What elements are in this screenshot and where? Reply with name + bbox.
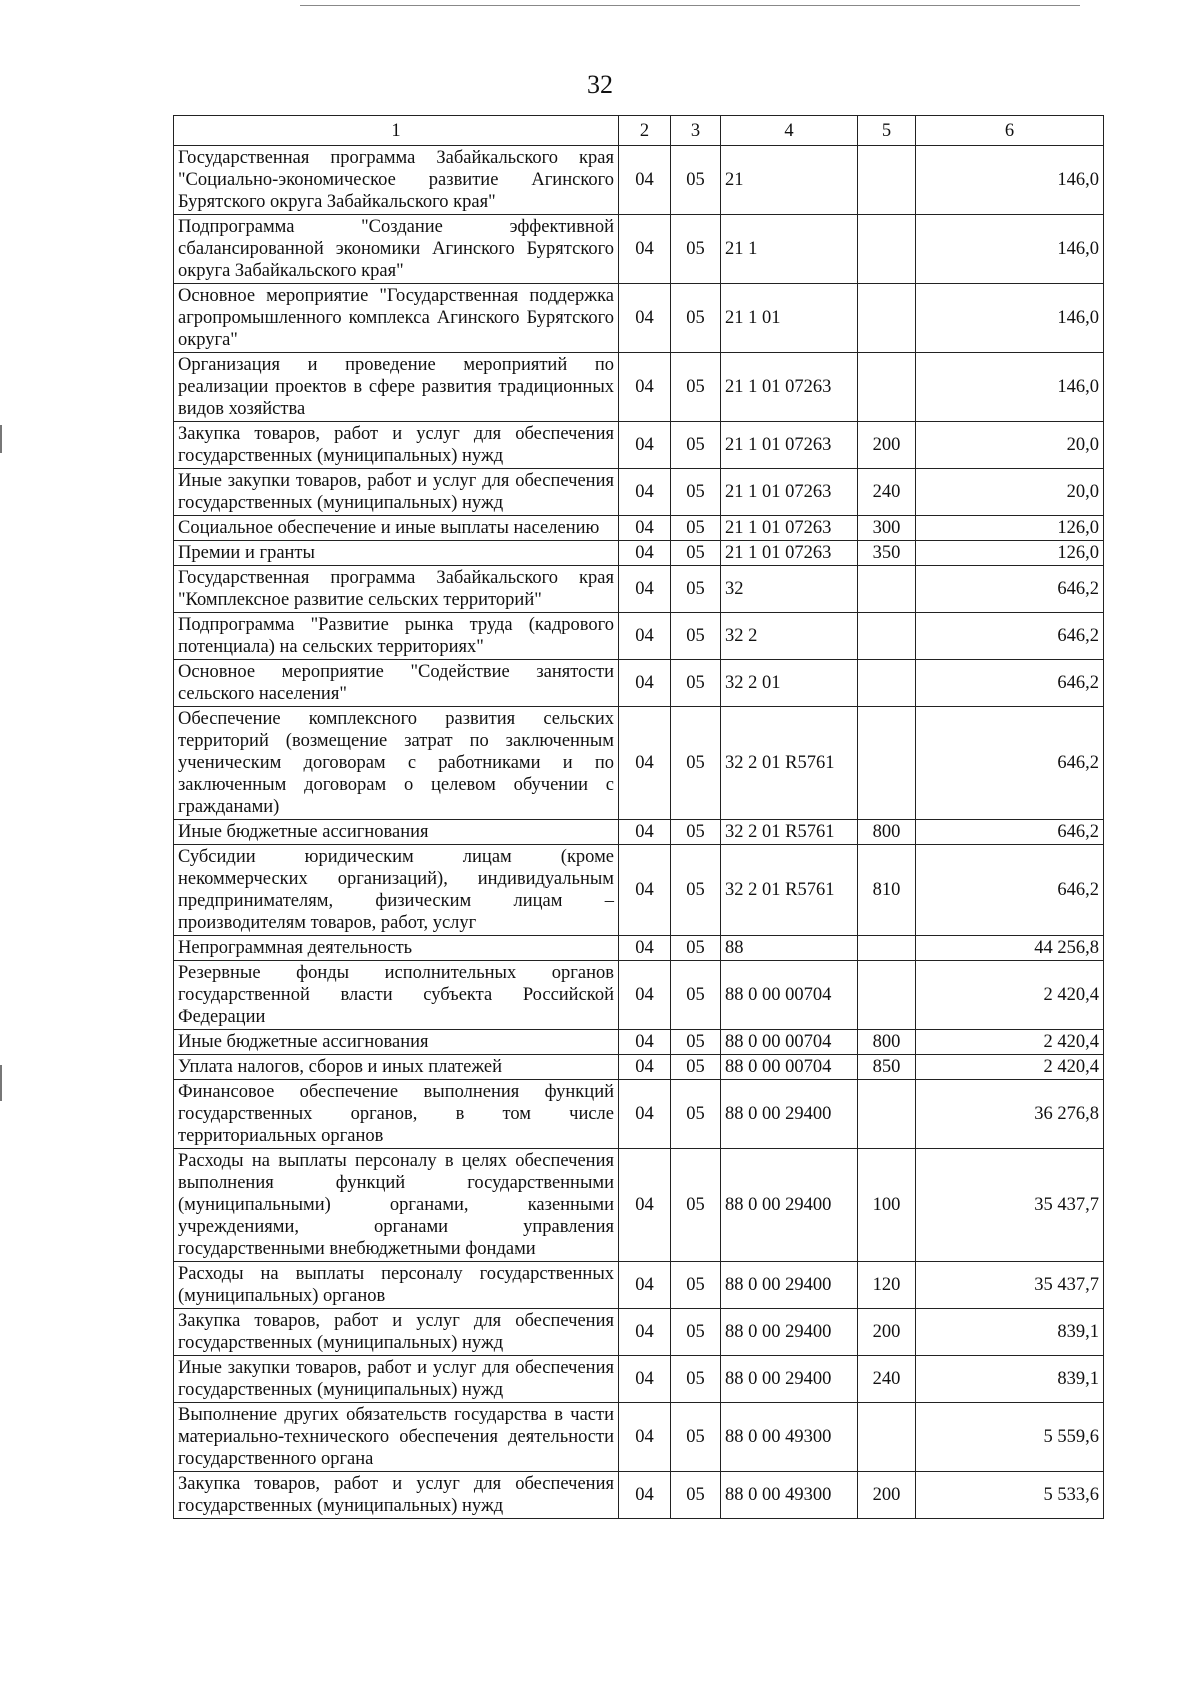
table-header-row [174, 116, 1104, 146]
row-c3-cell: 05 [671, 1080, 721, 1149]
column-header: 3 [671, 116, 721, 146]
row-c4-cell: 21 1 01 07263 [721, 469, 858, 516]
row-name-cell: Основное мероприятие "Содействие занятости сельского населения" [174, 660, 619, 707]
row-c6-cell: 126,0 [916, 516, 1104, 541]
row-c3-cell: 05 [671, 961, 721, 1030]
row-c4-cell: 21 1 01 07263 [721, 516, 858, 541]
row-c5-cell: 100 [858, 1149, 916, 1262]
row-c3-cell: 05 [671, 566, 721, 613]
page-number: 32 [587, 70, 613, 99]
row-c2-cell: 04 [619, 566, 671, 613]
row-c2-cell: 04 [619, 660, 671, 707]
budget-table [173, 115, 1104, 1519]
table-row [174, 613, 1104, 660]
row-c2-cell: 04 [619, 215, 671, 284]
row-c3-cell: 05 [671, 353, 721, 422]
row-c6-cell: 2 420,4 [916, 961, 1104, 1030]
row-c6-cell: 839,1 [916, 1309, 1104, 1356]
row-c4-cell: 88 0 00 49300 [721, 1403, 858, 1472]
row-c5-cell: 350 [858, 541, 916, 566]
row-name-cell: Премии и гранты [174, 541, 619, 566]
row-name-cell: Иные бюджетные ассигнования [174, 1030, 619, 1055]
row-c3-cell: 05 [671, 1055, 721, 1080]
table-row [174, 1030, 1104, 1055]
table-row [174, 1356, 1104, 1403]
row-c6-cell: 2 420,4 [916, 1055, 1104, 1080]
column-header: 2 [619, 116, 671, 146]
row-c5-cell: 800 [858, 820, 916, 845]
row-c3-cell: 05 [671, 284, 721, 353]
top-scan-line [300, 5, 1080, 6]
row-c3-cell: 05 [671, 660, 721, 707]
table-row [174, 1472, 1104, 1519]
table-row [174, 1055, 1104, 1080]
row-c6-cell: 646,2 [916, 820, 1104, 845]
table-row [174, 469, 1104, 516]
row-c2-cell: 04 [619, 820, 671, 845]
table-row [174, 516, 1104, 541]
table-row [174, 820, 1104, 845]
row-c3-cell: 05 [671, 422, 721, 469]
row-c4-cell: 88 0 00 29400 [721, 1356, 858, 1403]
row-name-cell: Иные бюджетные ассигнования [174, 820, 619, 845]
row-c6-cell: 646,2 [916, 707, 1104, 820]
table-body [174, 146, 1104, 1519]
row-c4-cell: 32 2 01 R5761 [721, 845, 858, 936]
row-c4-cell: 32 2 01 R5761 [721, 820, 858, 845]
row-c2-cell: 04 [619, 1472, 671, 1519]
row-name-cell: Обеспечение комплексного развития сельских территорий (возмещение затрат по заключенным ученическим договорам с работниками и по заключенным договорам о целевом обучении с гражданами) [174, 707, 619, 820]
row-c2-cell: 04 [619, 284, 671, 353]
table-row [174, 961, 1104, 1030]
row-c5-cell: 800 [858, 1030, 916, 1055]
row-c5-cell [858, 707, 916, 820]
row-name-cell: Социальное обеспечение и иные выплаты населению [174, 516, 619, 541]
row-c3-cell: 05 [671, 1472, 721, 1519]
row-c6-cell: 20,0 [916, 469, 1104, 516]
row-c6-cell: 146,0 [916, 146, 1104, 215]
row-name-cell: Расходы на выплаты персоналу государственных (муниципальных) органов [174, 1262, 619, 1309]
row-c4-cell: 32 2 01 [721, 660, 858, 707]
row-c2-cell: 04 [619, 961, 671, 1030]
row-c3-cell: 05 [671, 146, 721, 215]
row-name-cell: Расходы на выплаты персоналу в целях обеспечения выполнения функций государственными (муниципальными) органами, казенными учреждениями, органами управления государственными внебюджетными фондами [174, 1149, 619, 1262]
row-c2-cell: 04 [619, 1403, 671, 1472]
row-c4-cell: 88 0 00 29400 [721, 1149, 858, 1262]
row-c5-cell [858, 961, 916, 1030]
row-c6-cell: 2 420,4 [916, 1030, 1104, 1055]
table-row [174, 146, 1104, 215]
scan-margin-mark [0, 1065, 2, 1101]
row-c4-cell: 88 0 00 00704 [721, 1055, 858, 1080]
row-name-cell: Финансовое обеспечение выполнения функций государственных органов, в том числе территориальных органов [174, 1080, 619, 1149]
row-c4-cell: 88 [721, 936, 858, 961]
row-c5-cell: 120 [858, 1262, 916, 1309]
row-c2-cell: 04 [619, 1030, 671, 1055]
row-c5-cell [858, 936, 916, 961]
row-name-cell: Основное мероприятие "Государственная поддержка агропромышленного комплекса Агинского Бурятского округа" [174, 284, 619, 353]
scan-margin-mark [0, 425, 2, 453]
row-c2-cell: 04 [619, 613, 671, 660]
row-c6-cell: 35 437,7 [916, 1149, 1104, 1262]
row-c3-cell: 05 [671, 936, 721, 961]
row-c4-cell: 21 1 01 07263 [721, 541, 858, 566]
row-c5-cell [858, 613, 916, 660]
row-name-cell: Закупка товаров, работ и услуг для обеспечения государственных (муниципальных) нужд [174, 1309, 619, 1356]
row-c5-cell [858, 215, 916, 284]
row-c6-cell: 44 256,8 [916, 936, 1104, 961]
row-name-cell: Уплата налогов, сборов и иных платежей [174, 1055, 619, 1080]
row-c6-cell: 5 559,6 [916, 1403, 1104, 1472]
table-row [174, 541, 1104, 566]
row-c3-cell: 05 [671, 516, 721, 541]
row-name-cell: Организация и проведение мероприятий по реализации проектов в сфере развития традиционных видов хозяйства [174, 353, 619, 422]
row-name-cell: Государственная программа Забайкальского края "Социально-экономическое развитие Агинского Бурятского округа Забайкальского края" [174, 146, 619, 215]
table-row [174, 1403, 1104, 1472]
row-c6-cell: 126,0 [916, 541, 1104, 566]
row-c3-cell: 05 [671, 820, 721, 845]
row-c2-cell: 04 [619, 1080, 671, 1149]
table-row [174, 845, 1104, 936]
row-c4-cell: 32 [721, 566, 858, 613]
column-header: 1 [174, 116, 619, 146]
row-c4-cell: 88 0 00 00704 [721, 1030, 858, 1055]
row-c3-cell: 05 [671, 1030, 721, 1055]
row-c6-cell: 146,0 [916, 353, 1104, 422]
table-row [174, 353, 1104, 422]
row-c2-cell: 04 [619, 469, 671, 516]
row-name-cell: Резервные фонды исполнительных органов государственной власти субъекта Российской Федерации [174, 961, 619, 1030]
row-c5-cell: 200 [858, 422, 916, 469]
row-c4-cell: 88 0 00 29400 [721, 1080, 858, 1149]
row-c5-cell [858, 284, 916, 353]
row-c2-cell: 04 [619, 707, 671, 820]
row-c6-cell: 35 437,7 [916, 1262, 1104, 1309]
row-c4-cell: 21 1 01 07263 [721, 422, 858, 469]
table-row [174, 1149, 1104, 1262]
row-c4-cell: 88 0 00 29400 [721, 1309, 858, 1356]
row-name-cell: Непрограммная деятельность [174, 936, 619, 961]
row-c6-cell: 646,2 [916, 660, 1104, 707]
row-c4-cell: 21 [721, 146, 858, 215]
row-c4-cell: 21 1 01 [721, 284, 858, 353]
row-c3-cell: 05 [671, 1403, 721, 1472]
row-c3-cell: 05 [671, 215, 721, 284]
row-c5-cell [858, 1080, 916, 1149]
table-row [174, 1262, 1104, 1309]
row-c6-cell: 36 276,8 [916, 1080, 1104, 1149]
table-row [174, 1309, 1104, 1356]
row-name-cell: Иные закупки товаров, работ и услуг для обеспечения государственных (муниципальных) нужд [174, 1356, 619, 1403]
row-c5-cell: 850 [858, 1055, 916, 1080]
row-c5-cell: 200 [858, 1309, 916, 1356]
row-c2-cell: 04 [619, 146, 671, 215]
row-c6-cell: 146,0 [916, 284, 1104, 353]
row-c5-cell [858, 353, 916, 422]
row-c2-cell: 04 [619, 1149, 671, 1262]
row-c6-cell: 20,0 [916, 422, 1104, 469]
row-c5-cell [858, 566, 916, 613]
row-c2-cell: 04 [619, 845, 671, 936]
table-row [174, 936, 1104, 961]
table-row [174, 566, 1104, 613]
row-name-cell: Государственная программа Забайкальского края "Комплексное развитие сельских территорий" [174, 566, 619, 613]
row-c3-cell: 05 [671, 1262, 721, 1309]
row-c6-cell: 646,2 [916, 566, 1104, 613]
row-name-cell: Субсидии юридическим лицам (кроме некоммерческих организаций), индивидуальным предпринимателям, физическим лицам – производителям товаров, работ, услуг [174, 845, 619, 936]
row-c3-cell: 05 [671, 845, 721, 936]
table-row [174, 284, 1104, 353]
row-name-cell: Выполнение других обязательств государства в части материально-технического обеспечения деятельности государственного органа [174, 1403, 619, 1472]
row-c3-cell: 05 [671, 1149, 721, 1262]
row-c4-cell: 88 0 00 29400 [721, 1262, 858, 1309]
row-c4-cell: 88 0 00 00704 [721, 961, 858, 1030]
row-c2-cell: 04 [619, 1055, 671, 1080]
row-name-cell: Иные закупки товаров, работ и услуг для обеспечения государственных (муниципальных) нужд [174, 469, 619, 516]
row-name-cell: Подпрограмма "Создание эффективной сбалансированной экономики Агинского Бурятского округа Забайкальского края" [174, 215, 619, 284]
row-c2-cell: 04 [619, 516, 671, 541]
row-c2-cell: 04 [619, 1262, 671, 1309]
row-c5-cell: 810 [858, 845, 916, 936]
row-c6-cell: 5 533,6 [916, 1472, 1104, 1519]
row-c2-cell: 04 [619, 353, 671, 422]
row-c5-cell: 300 [858, 516, 916, 541]
row-c2-cell: 04 [619, 936, 671, 961]
row-c3-cell: 05 [671, 541, 721, 566]
table-row [174, 215, 1104, 284]
column-header: 6 [916, 116, 1104, 146]
row-c2-cell: 04 [619, 1309, 671, 1356]
row-c6-cell: 839,1 [916, 1356, 1104, 1403]
table-row [174, 707, 1104, 820]
row-c2-cell: 04 [619, 422, 671, 469]
row-name-cell: Подпрограмма "Развитие рынка труда (кадрового потенциала) на сельских территориях" [174, 613, 619, 660]
row-c3-cell: 05 [671, 1356, 721, 1403]
row-c2-cell: 04 [619, 541, 671, 566]
table-row [174, 422, 1104, 469]
row-c5-cell [858, 1403, 916, 1472]
row-c5-cell [858, 146, 916, 215]
row-name-cell: Закупка товаров, работ и услуг для обеспечения государственных (муниципальных) нужд [174, 1472, 619, 1519]
row-c4-cell: 32 2 [721, 613, 858, 660]
row-c5-cell: 240 [858, 1356, 916, 1403]
row-c5-cell: 240 [858, 469, 916, 516]
row-c5-cell [858, 660, 916, 707]
row-c3-cell: 05 [671, 613, 721, 660]
table-row [174, 660, 1104, 707]
row-c3-cell: 05 [671, 707, 721, 820]
column-header: 4 [721, 116, 858, 146]
row-c2-cell: 04 [619, 1356, 671, 1403]
row-c4-cell: 21 1 01 07263 [721, 353, 858, 422]
row-c3-cell: 05 [671, 469, 721, 516]
row-c4-cell: 32 2 01 R5761 [721, 707, 858, 820]
row-c6-cell: 646,2 [916, 613, 1104, 660]
row-c5-cell: 200 [858, 1472, 916, 1519]
row-c6-cell: 646,2 [916, 845, 1104, 936]
table-row [174, 1080, 1104, 1149]
row-c6-cell: 146,0 [916, 215, 1104, 284]
row-c4-cell: 21 1 [721, 215, 858, 284]
row-c4-cell: 88 0 00 49300 [721, 1472, 858, 1519]
column-header: 5 [858, 116, 916, 146]
row-c3-cell: 05 [671, 1309, 721, 1356]
row-name-cell: Закупка товаров, работ и услуг для обеспечения государственных (муниципальных) нужд [174, 422, 619, 469]
